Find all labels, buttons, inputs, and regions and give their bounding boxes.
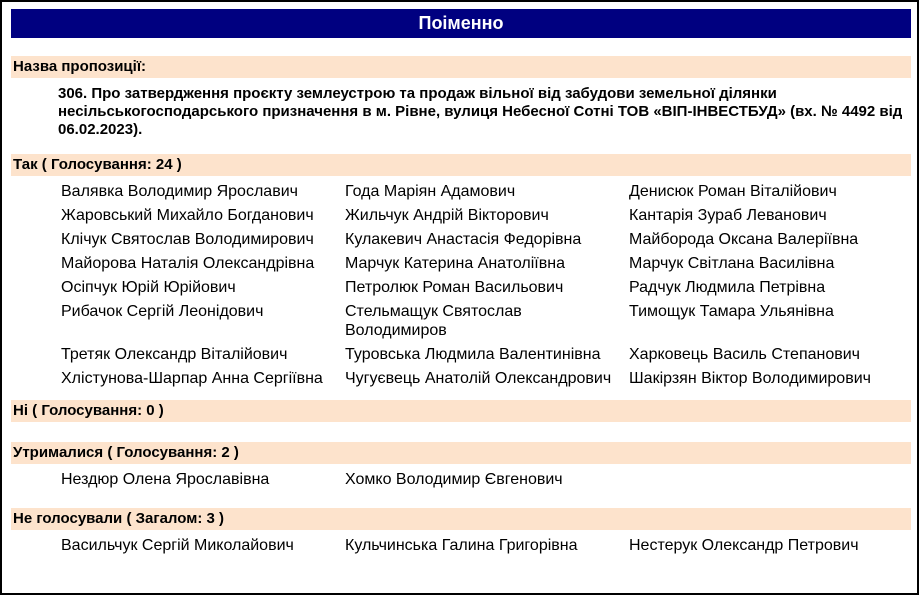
section-header-no: Ні ( Голосування: 0 ): [11, 400, 911, 422]
voter-name: Стельмащук Святослав Володимиров: [345, 303, 522, 339]
voter-name: Марчук Світлана Василівна: [629, 255, 835, 272]
voter-name: Осіпчук Юрій Юрійович: [61, 279, 236, 296]
voter-name: Третяк Олександр Віталійович: [61, 346, 288, 363]
voter-name: Кульчинська Галина Григорівна: [345, 537, 578, 554]
section-header-yes: Так ( Голосування: 24 ): [11, 154, 911, 176]
voter-name: Туровська Людмила Валентинівна: [345, 346, 601, 363]
voter-name: Клічук Святослав Володимирович: [61, 231, 314, 248]
voter-name: Майборода Оксана Валеріївна: [629, 231, 859, 248]
voter-name: Хлістунова-Шарпар Анна Сергіївна: [61, 370, 323, 387]
names-list-yes: [61, 182, 911, 393]
voter-name: Денисюк Роман Віталійович: [629, 183, 837, 200]
voter-name: Нестерук Олександр Петрович: [629, 537, 859, 554]
voter-name: Майорова Наталія Олександрівна: [61, 255, 315, 272]
voter-name: Хомко Володимир Євгенович: [345, 471, 563, 488]
names-list-abstained: [61, 470, 911, 494]
voter-name: Радчук Людмила Петрівна: [629, 279, 826, 296]
voter-name: Жаровський Михайло Богданович: [61, 207, 314, 224]
section-header-not-voted: Не голосували ( Загалом: 3 ): [11, 508, 911, 530]
voter-name: Валявка Володимир Ярославич: [61, 183, 298, 200]
voter-name: Кулакевич Анастасія Федорівна: [345, 231, 582, 248]
voter-name: Васильчук Сергій Миколайович: [61, 537, 294, 554]
voter-name: Жильчук Андрій Вікторович: [345, 207, 549, 224]
proposal-text: 306. Про затвердження проєкту землеустрою та продаж вільної від забудови земельної ділянки несільськогосподарського призначення в м. Рівне, вулиця Небесної Сотні ТОВ «ВІП-ІНВЕСТБУД» (вх. № 4492 від 06.02.2023).: [58, 85, 903, 138]
voter-name: Петролюк Роман Васильович: [345, 279, 564, 296]
page-title: Поіменно: [11, 9, 911, 38]
proposal-header: Назва пропозиції:: [11, 56, 911, 78]
voter-name: Рибачок Сергій Леонідович: [61, 303, 264, 320]
voter-name: Тимощук Тамара Ульянівна: [629, 303, 834, 320]
section-header-abstained: Утрималися ( Голосування: 2 ): [11, 442, 911, 464]
voter-name: Нездюр Олена Ярославівна: [61, 471, 270, 488]
voter-name: Марчук Катерина Анатоліївна: [345, 255, 565, 272]
voter-name: Чугуєвець Анатолій Олександрович: [345, 370, 612, 387]
names-list-not-voted: [61, 536, 911, 560]
voter-name: Харковець Василь Степанович: [629, 346, 861, 363]
voter-name: Года Маріян Адамович: [345, 183, 516, 200]
voter-name: Кантарія Зураб Леванович: [629, 207, 827, 224]
voter-name: Шакірзян Віктор Володимирович: [629, 370, 871, 387]
